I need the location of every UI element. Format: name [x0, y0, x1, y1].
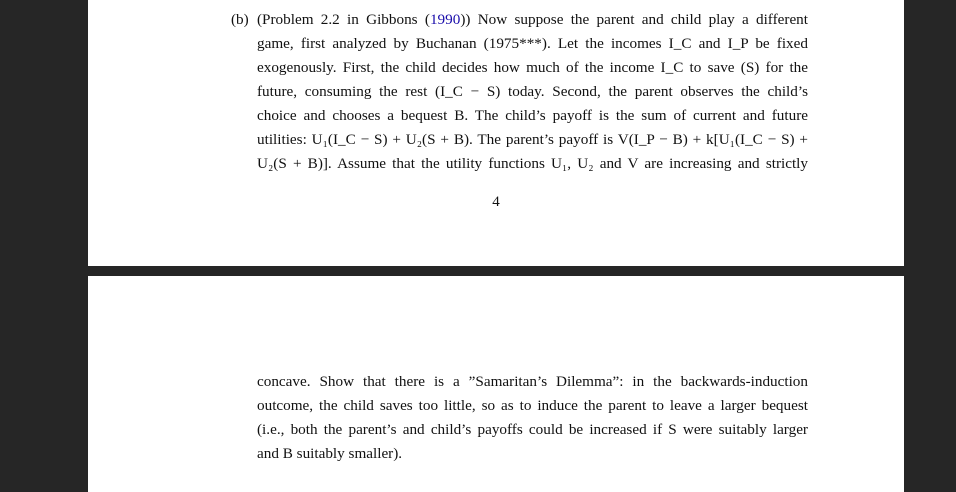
text-fragment: )) Now suppose the parent and child play a different	[460, 11, 808, 28]
text-line: U₂(S + B)]. Assume that the utility functions U₁, U₂ and V are increasing and strictly	[257, 155, 808, 172]
document-page-bottom	[88, 276, 904, 492]
problem-b-text	[231, 8, 808, 176]
text-line: (i.e., both the parent’s and child’s payoffs could be increased if S were suitably larger	[257, 421, 808, 438]
text-line: choice and chooses a bequest B. The child’s payoff is the sum of current and future	[257, 107, 808, 124]
item-label: (b)	[231, 11, 249, 28]
text-line: game, first analyzed by Buchanan (1975***). Let the incomes I_C and I_P be fixed	[257, 35, 808, 52]
citation-link[interactable]: 1990	[429, 11, 461, 28]
text-line: and B suitably smaller).	[257, 445, 403, 462]
text-line: exogenously. First, the child decides how much of the income I_C to save (S) for the	[257, 59, 808, 76]
text-line: outcome, the child saves too little, so as to induce the parent to leave a larger bequest	[257, 397, 808, 414]
document-page-top	[88, 0, 904, 266]
text-line: utilities: U₁(I_C − S) + U₂(S + B). The parent’s payoff is V(I_P − B) + k[U₁(I_C − S) +	[257, 131, 808, 148]
text-line: future, consuming the rest (I_C − S) today. Second, the parent observes the child’s	[257, 83, 808, 100]
text-fragment: (Problem 2.2 in Gibbons (	[257, 11, 430, 28]
text-line: concave. Show that there is a ”Samaritan’s Dilemma”: in the backwards-induction	[257, 373, 808, 390]
problem-b-continued-text	[257, 370, 808, 466]
text-line	[257, 8, 808, 32]
page-number: 4	[492, 194, 500, 210]
